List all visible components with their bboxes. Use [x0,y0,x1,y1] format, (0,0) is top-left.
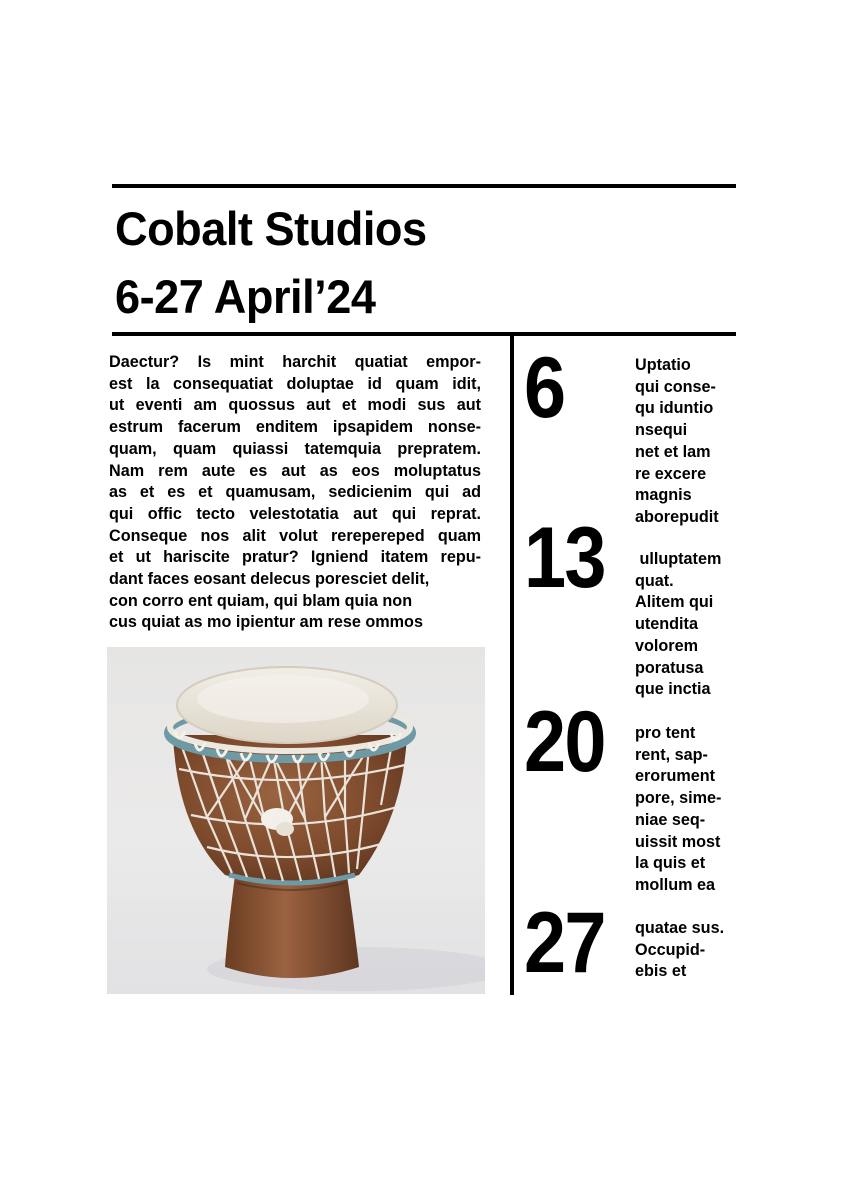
top-rule [112,184,736,188]
intro-line: Nam rem aute es aut as eos moluptatus [109,461,481,480]
day-text-line: Uptatio [635,356,691,374]
day-text-line: aborepudit [635,507,719,526]
day-text-line: mollum ea [635,875,716,894]
day-text [635,918,745,983]
day-text [635,549,745,701]
day-number: 6 [524,340,565,436]
intro-paragraph [109,352,481,634]
day-text-line: uissit most [635,832,721,851]
day-text-line: Alitem qui [635,593,714,612]
event-dates: 6-27 April’24 [115,270,376,323]
day-number: 27 [524,895,605,991]
day-text-line: magnis [635,486,692,505]
day-text-line: nsequi [635,421,688,440]
day-text-line: ebis et [635,962,687,981]
day-text-line: niae seq- [635,810,706,829]
intro-line: con corro ent quiam, qui blam quia non [109,591,413,610]
header-rule [112,332,736,336]
intro-line: et ut hariscite pratur? Igniend itatem repu- [109,548,481,567]
intro-line: quam, quam quiassi tatemquia prepratem. [109,439,481,458]
intro-line: as et es et quamusam, sedicienim qui ad [109,483,481,502]
day-text-line: rent, sap- [635,745,708,764]
day-text-line: quat. [635,571,674,590]
day-text-line: utendita [635,615,698,634]
day-text-line: la quis et [635,854,706,873]
day-number: 13 [524,510,605,606]
intro-line: est la consequatiat doluptae id quam idit, [109,374,481,393]
day-text [635,723,745,897]
day-text-line: pore, sime- [635,789,722,808]
day-text-line: net et lam [635,442,711,461]
intro-line: cus quiat as mo ipientur am rese ommos [109,613,423,632]
day-text-line: re excere [635,464,707,483]
intro-line: qui offic tecto velestotatia aut qui reprat. [109,504,481,523]
day-text [635,355,745,529]
day-text-line: pro tent [635,724,696,742]
intro-line: Daectur? Is mint harchit quatiat empor- [109,353,481,371]
day-text-line: erorument [635,767,716,786]
day-text-line: qui conse- [635,377,716,396]
day-text-line: que inctia [635,680,711,699]
day-text-line: volorem [635,636,698,655]
intro-line: Conseque nos alit volut rerepereped quam [109,526,481,545]
day-text-line: quatae sus. [635,919,725,937]
day-text-line: qu iduntio [635,399,714,418]
day-text-line: poratusa [635,658,704,677]
intro-line: ut eventi am quossus aut et modi sus aut [109,396,481,415]
djembe-photo [107,647,485,994]
page-title: Cobalt Studios [115,202,427,255]
intro-line: dant faces eosant delecus poresciet delit, [109,570,430,589]
intro-line: estrum facerum enditem ipsapidem nonse- [109,418,481,437]
day-text-line: ulluptatem [635,550,722,568]
day-text-line: Occupid- [635,940,706,959]
column-divider [510,336,514,995]
day-number: 20 [524,694,605,790]
